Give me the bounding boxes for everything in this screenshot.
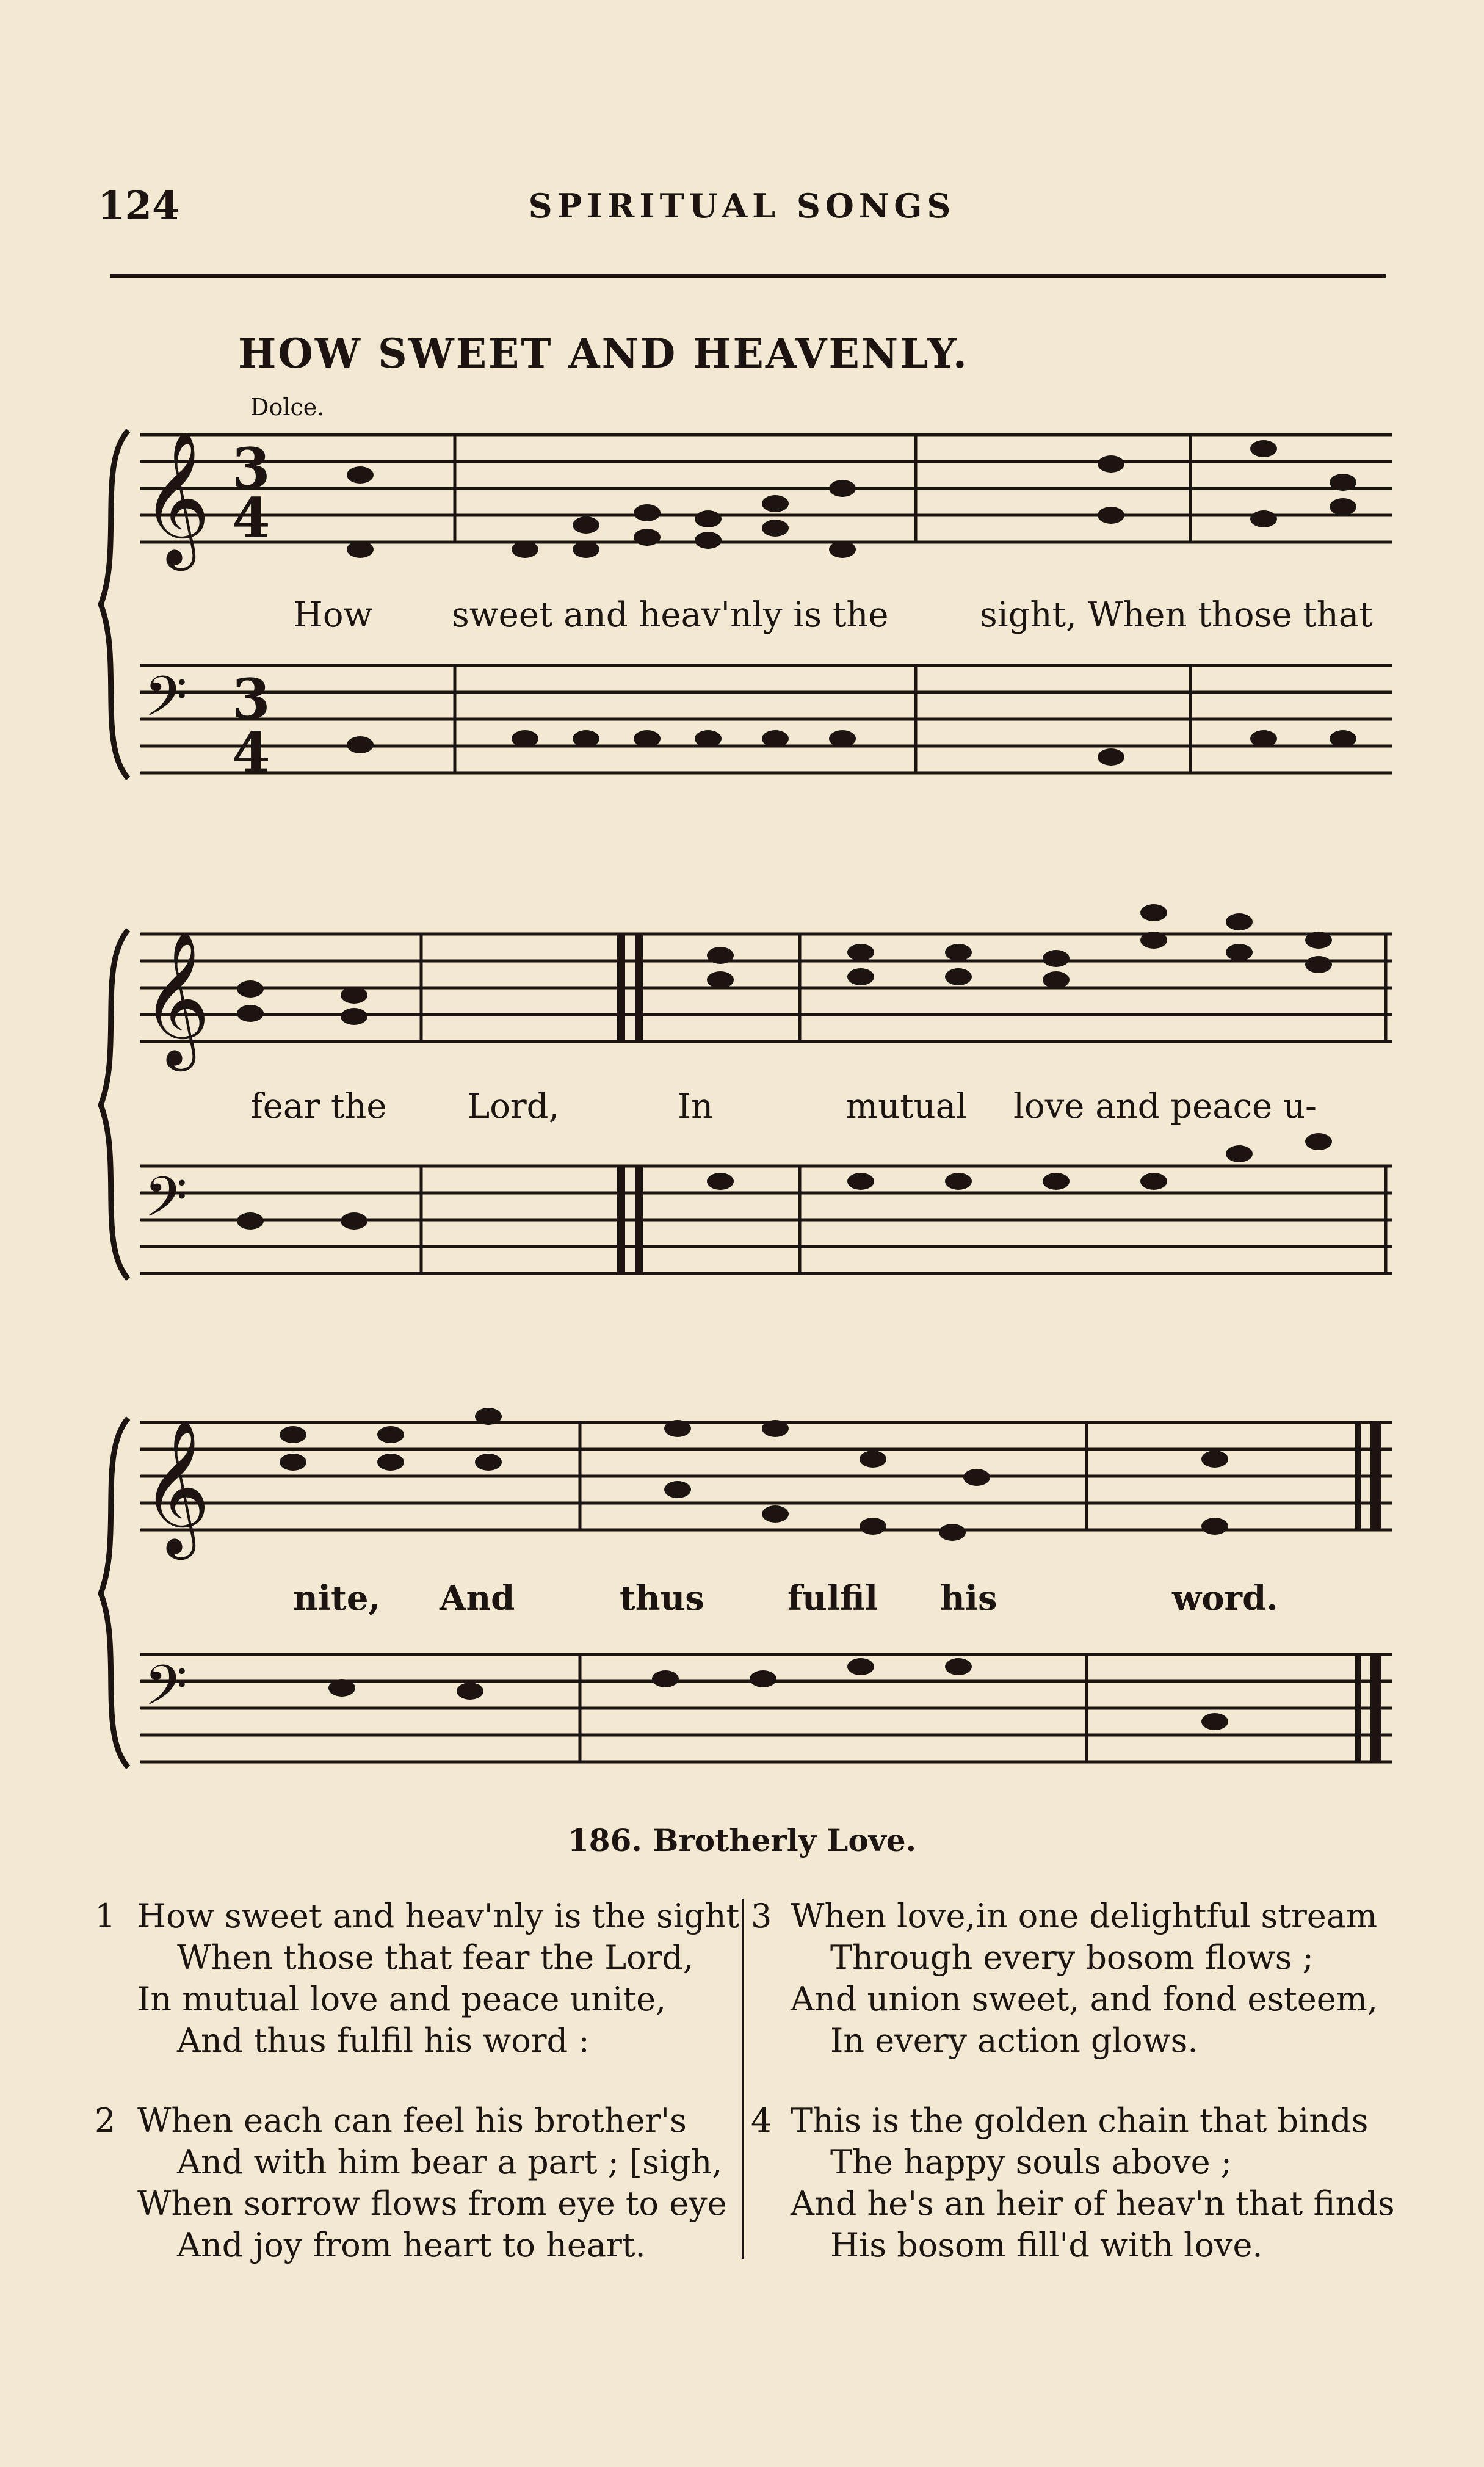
treble-clef-icon: 𝄞 bbox=[142, 930, 211, 1065]
hymn-title: 186. Brotherly Love. bbox=[568, 1822, 916, 1858]
lyric-word: thus bbox=[620, 1578, 704, 1618]
lyric-word: Lord, bbox=[467, 1087, 560, 1126]
verse-line: When each can feel his brother's bbox=[137, 2101, 687, 2140]
lyric-word: In bbox=[678, 1087, 714, 1126]
verse-line: Through every bosom flows ; bbox=[830, 1938, 1314, 1977]
verse-line: When sorrow flows from eye to eye bbox=[137, 2184, 727, 2223]
lyric-word: nite, bbox=[293, 1578, 380, 1618]
verse-2 bbox=[95, 2100, 736, 2266]
lyric-word: love and peace u- bbox=[1013, 1087, 1317, 1126]
verse-line: In every action glows. bbox=[830, 2021, 1198, 2060]
song-title: HOW SWEET AND HEAVENLY. bbox=[238, 330, 969, 377]
treble-clef-icon: 𝄞 bbox=[142, 430, 211, 565]
svg-text:3: 3 bbox=[232, 667, 270, 731]
verse-line: And thus fulfil his word : bbox=[177, 2021, 590, 2060]
bass-clef-icon: 𝄢 bbox=[144, 664, 187, 742]
lyric-word: fear the bbox=[250, 1087, 387, 1126]
bass-clef-icon: 𝄢 bbox=[144, 1653, 187, 1731]
verse-line: His bosom fill'd with love. bbox=[830, 2226, 1263, 2264]
verse-line: This is the golden chain that binds bbox=[791, 2101, 1369, 2140]
verse-line: When those that fear the Lord, bbox=[177, 1938, 694, 1977]
verse-line: How sweet and heav'nly is the sight bbox=[137, 1897, 740, 1935]
verse-number: 2 bbox=[95, 2101, 116, 2140]
verse-line: And he's an heir of heav'n that finds bbox=[791, 2184, 1395, 2223]
verse-line: And joy from heart to heart. bbox=[177, 2226, 646, 2264]
verse-1 bbox=[95, 1896, 740, 2062]
column-divider bbox=[742, 1899, 744, 2259]
time-sig-bottom: 4 bbox=[232, 486, 270, 551]
verse-line: And with him bear a part ; [sigh, bbox=[177, 2143, 723, 2181]
system-3-brace bbox=[101, 1418, 128, 1767]
lyric-word: And bbox=[440, 1578, 515, 1618]
time-sig-top: 3 bbox=[232, 436, 270, 501]
system-2-bass-staff bbox=[140, 1166, 1392, 1273]
verse-3 bbox=[751, 1896, 1398, 2062]
tempo-marking: Dolce. bbox=[250, 394, 325, 421]
treble-clef-icon: 𝄞 bbox=[142, 1419, 211, 1554]
verse-number: 4 bbox=[751, 2101, 772, 2140]
lyric-word: his bbox=[940, 1578, 997, 1618]
page-number: 124 bbox=[98, 183, 179, 229]
verse-line: In mutual love and peace unite, bbox=[137, 1980, 667, 2018]
running-title: SPIRITUAL SONGS bbox=[528, 186, 956, 225]
verse-4 bbox=[751, 2100, 1398, 2266]
svg-text:4: 4 bbox=[232, 720, 270, 785]
verse-line: The happy souls above ; bbox=[830, 2143, 1232, 2181]
lyric-word: word. bbox=[1172, 1578, 1278, 1618]
verse-number: 1 bbox=[95, 1897, 116, 1935]
verse-line: And union sweet, and fond esteem, bbox=[791, 1980, 1378, 2018]
system-2-brace bbox=[101, 930, 128, 1279]
lyric-word: fulfil bbox=[787, 1578, 878, 1618]
bass-clef-icon: 𝄢 bbox=[144, 1165, 187, 1243]
lyric-word: sweet and heav'nly is the bbox=[452, 595, 889, 635]
system-1-bass-staff bbox=[140, 665, 1392, 773]
system-1-brace bbox=[101, 430, 128, 778]
verse-line: When love,in one delightful stream bbox=[791, 1897, 1378, 1935]
system-2-treble-staff bbox=[140, 934, 1392, 1042]
lyric-word: sight, When those that bbox=[980, 595, 1373, 635]
verse-number: 3 bbox=[751, 1897, 772, 1935]
lyric-word: How bbox=[293, 595, 373, 635]
lyric-word: mutual bbox=[845, 1087, 968, 1126]
